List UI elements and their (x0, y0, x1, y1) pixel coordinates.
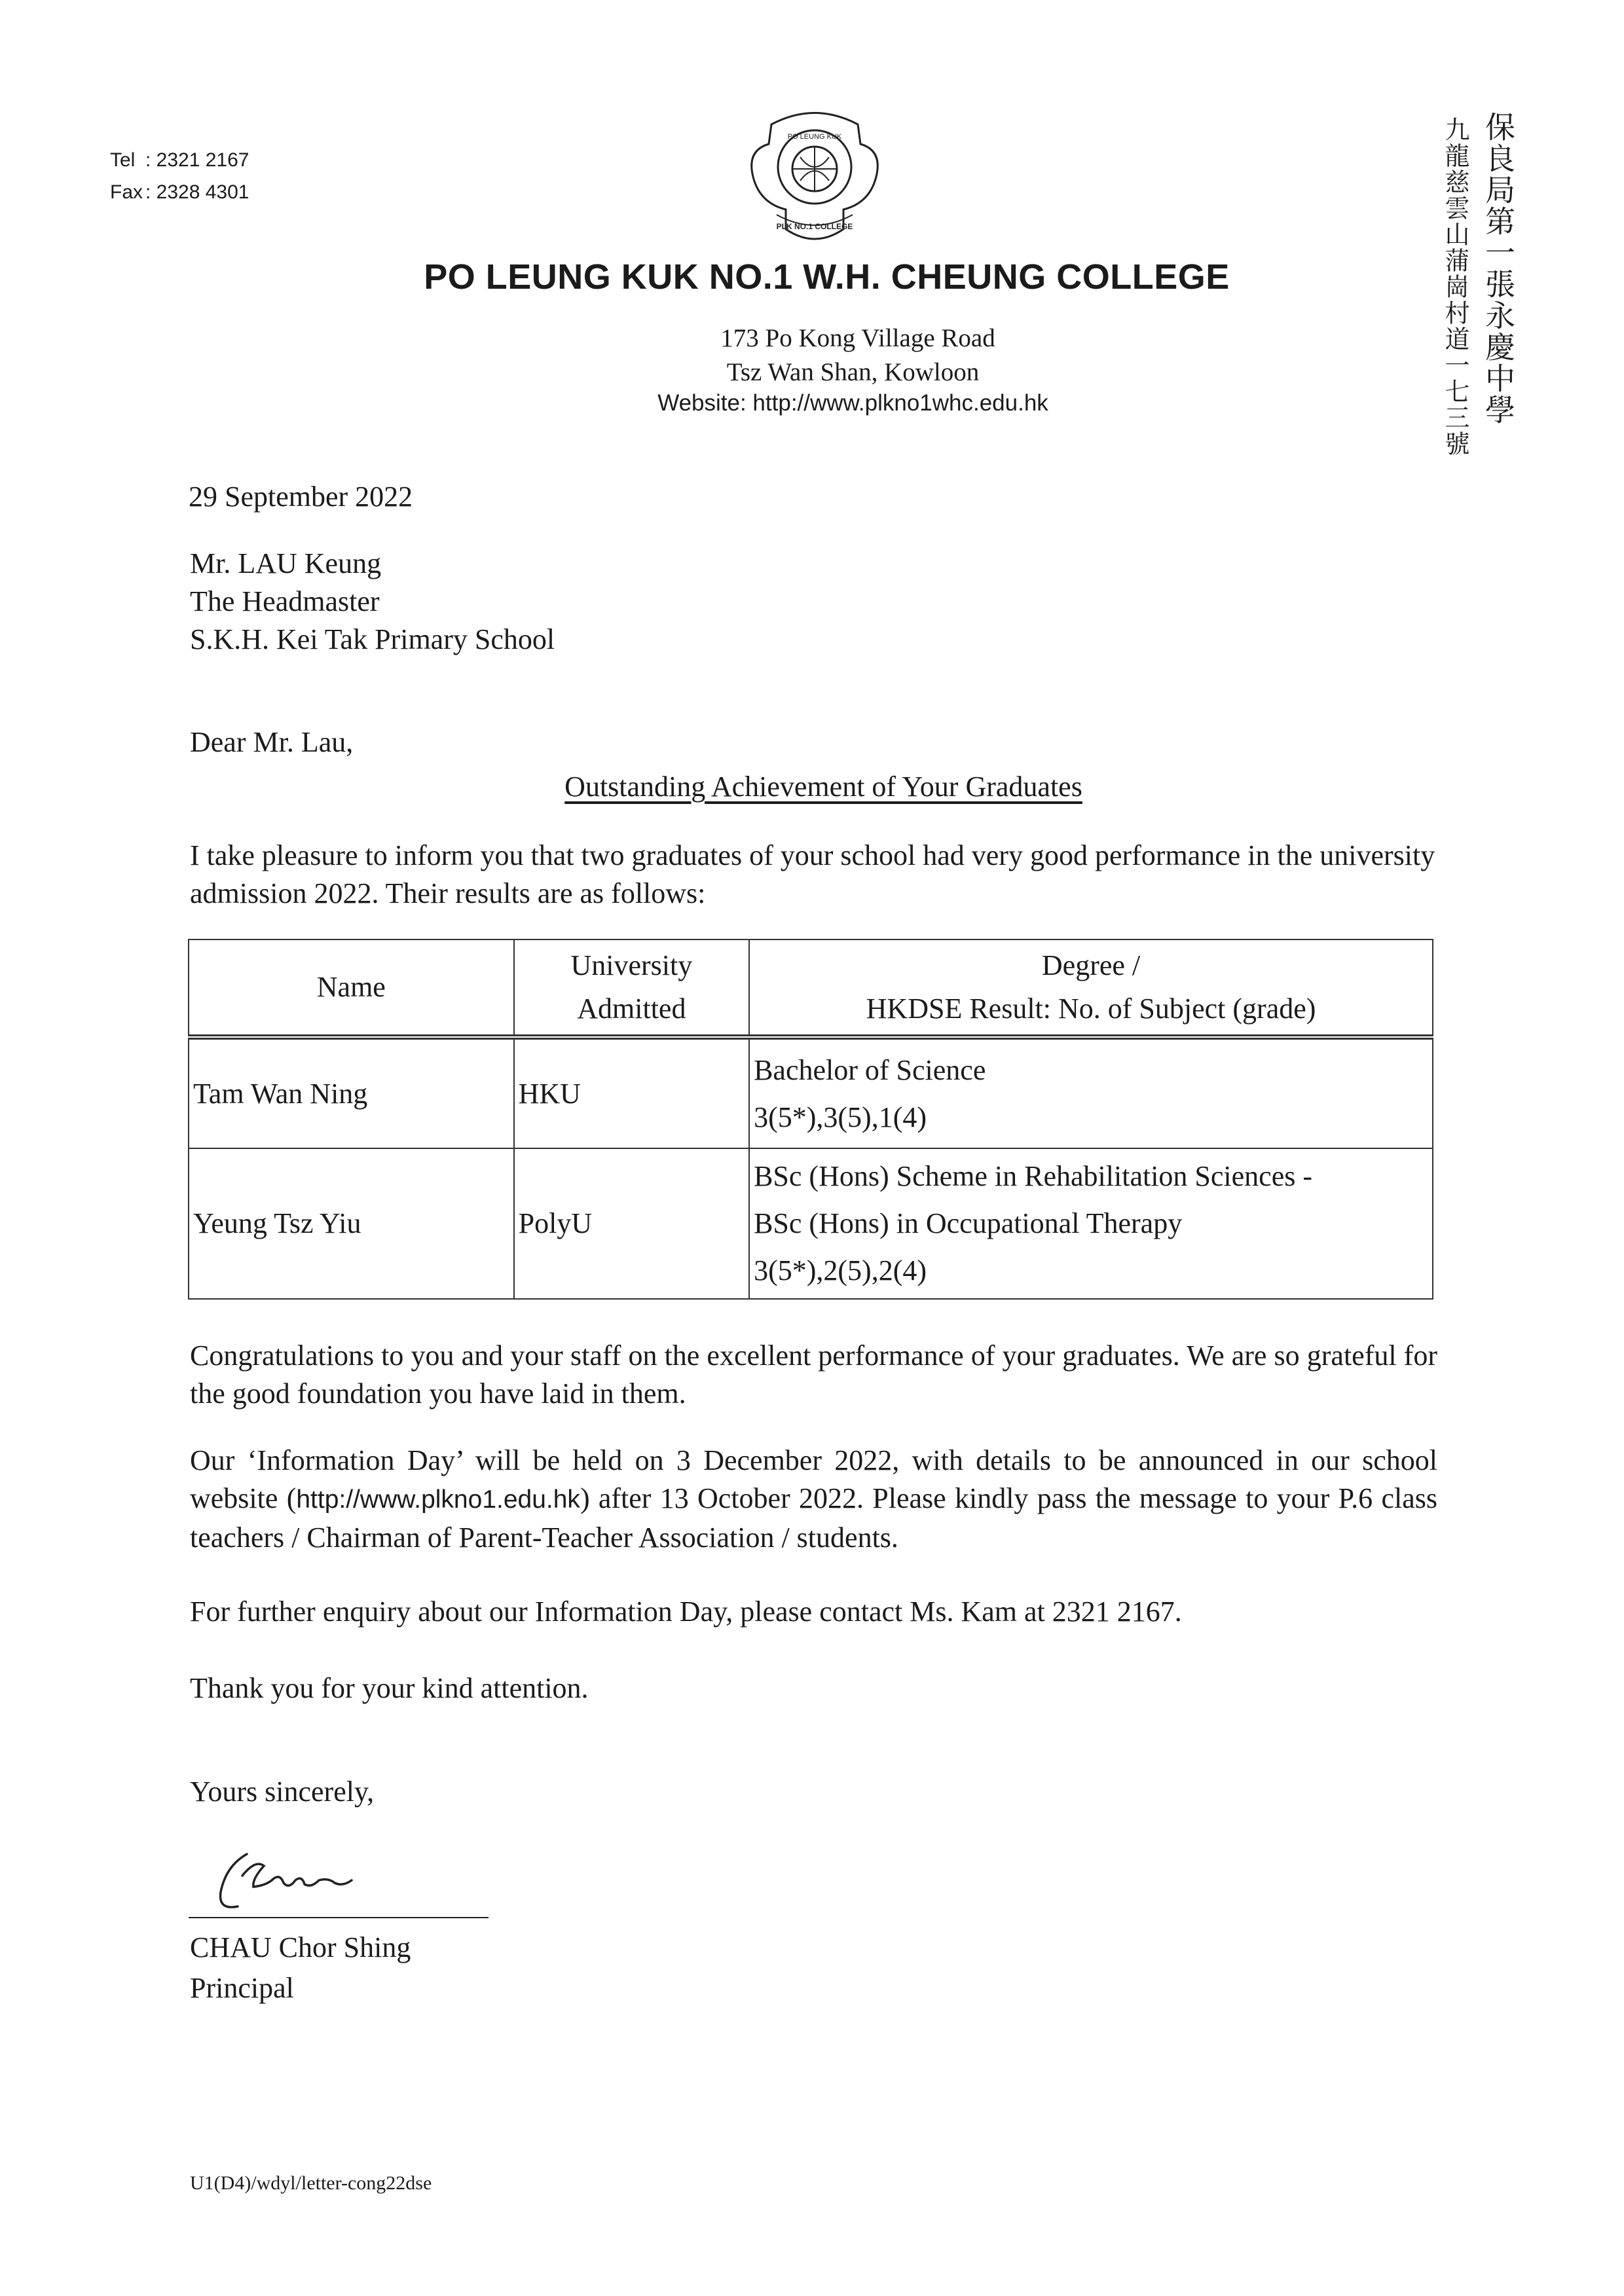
letter-date: 29 September 2022 (189, 481, 413, 513)
chinese-address: 九龍慈雲山蒲崗村道一七三號 (1441, 117, 1469, 457)
recipient-block (190, 545, 555, 659)
cell-degree (749, 1148, 1433, 1299)
table-header-row (189, 939, 1433, 1037)
paragraph-enquiry: For further enquiry about our Information Day, please contact Ms. Kam at 2321 2167. (190, 1595, 1182, 1628)
info-day-url: http://www.plkno1.edu.hk (296, 1485, 580, 1514)
paragraph-information-day (190, 1442, 1437, 1557)
cell-university: PolyU (514, 1148, 749, 1299)
closing: Yours sincerely, (190, 1776, 375, 1808)
info-day-text-a: Our ‘Information Day’ will be held on 3 December 2022, with details to be announced in our school website ( (190, 1444, 1437, 1514)
recipient-name: Mr. LAU Keung (190, 547, 382, 579)
recipient-title: The Headmaster (190, 585, 380, 617)
paragraph-intro: I take pleasure to inform you that two graduates of your school had very good performance in the university admission 2022. Their results are as follows: (190, 839, 1435, 909)
handwritten-signature (206, 1846, 390, 1918)
paragraph-congratulations: Congratulations to you and your staff on the excellent performance of your graduates. We are so grateful for the good foundation you have laid in them. (190, 1339, 1437, 1410)
header-degree (749, 939, 1433, 1037)
cell-name: Yeung Tsz Yiu (189, 1148, 514, 1299)
address-line-2: Tsz Wan Shan, Kowloon (726, 358, 980, 386)
chinese-school-name: 保良局第一張永慶中學 (1481, 111, 1516, 426)
school-name: PO LEUNG KUK NO.1 W.H. CHEUNG COLLEGE (424, 257, 1230, 297)
school-crest-logo (745, 105, 884, 252)
header-university-line2: Admitted (577, 993, 686, 1025)
tel-label: Tel (110, 149, 136, 171)
header-degree-line1: Degree / (1041, 949, 1141, 981)
school-website: Website: http://www.plkno1whc.edu.hk (657, 390, 1048, 416)
header-name: Name (189, 939, 514, 1037)
contact-info (110, 144, 249, 208)
degree-line: 3(5*),3(5),1(4) (754, 1101, 927, 1133)
cell-name: Tam Wan Ning (189, 1037, 514, 1148)
fax-row (110, 176, 249, 208)
header-university (514, 939, 749, 1037)
header-degree-line2: HKDSE Result: No. of Subject (grade) (866, 993, 1316, 1025)
degree-line: Bachelor of Science (754, 1053, 986, 1086)
degree-line: BSc (Hons) Scheme in Rehabilitation Sciences - (754, 1160, 1313, 1192)
header-university-line1: University (570, 949, 693, 981)
reference-code: U1(D4)/wdyl/letter-cong22dse (190, 2172, 432, 2194)
logo-text-bottom: PLK NO.1 COLLEGE (776, 222, 853, 231)
paragraph-thanks: Thank you for your kind attention. (190, 1672, 589, 1704)
cell-degree (749, 1037, 1433, 1148)
recipient-school: S.K.H. Kei Tak Primary School (190, 623, 555, 655)
table-row (189, 1037, 1433, 1148)
logo-text-top: PO LEUNG KUK (787, 133, 842, 141)
fax-label: Fax (110, 181, 143, 203)
table-row (189, 1148, 1433, 1299)
tel-value: : 2321 2167 (145, 149, 249, 171)
degree-line: 3(5*),2(5),2(4) (754, 1254, 927, 1286)
cell-university: HKU (514, 1037, 749, 1148)
degree-line: BSc (Hons) in Occupational Therapy (754, 1207, 1183, 1239)
signatory-title: Principal (190, 1972, 294, 2004)
address-line-1: 173 Po Kong Village Road (720, 324, 995, 352)
salutation: Dear Mr. Lau, (190, 726, 354, 758)
tel-row (110, 144, 249, 176)
fax-value: : 2328 4301 (145, 181, 249, 203)
signatory-name: CHAU Chor Shing (190, 1931, 411, 1963)
signature-line (189, 1917, 489, 1918)
info-day-text-b: ) after 13 October 2022. Please kindly pass the message to your P.6 class teachers / Chairman of Parent-Teacher Association / students. (190, 1482, 1437, 1554)
results-table (188, 939, 1433, 1300)
subject-heading: Outstanding Achievement of Your Graduates (564, 771, 1082, 803)
